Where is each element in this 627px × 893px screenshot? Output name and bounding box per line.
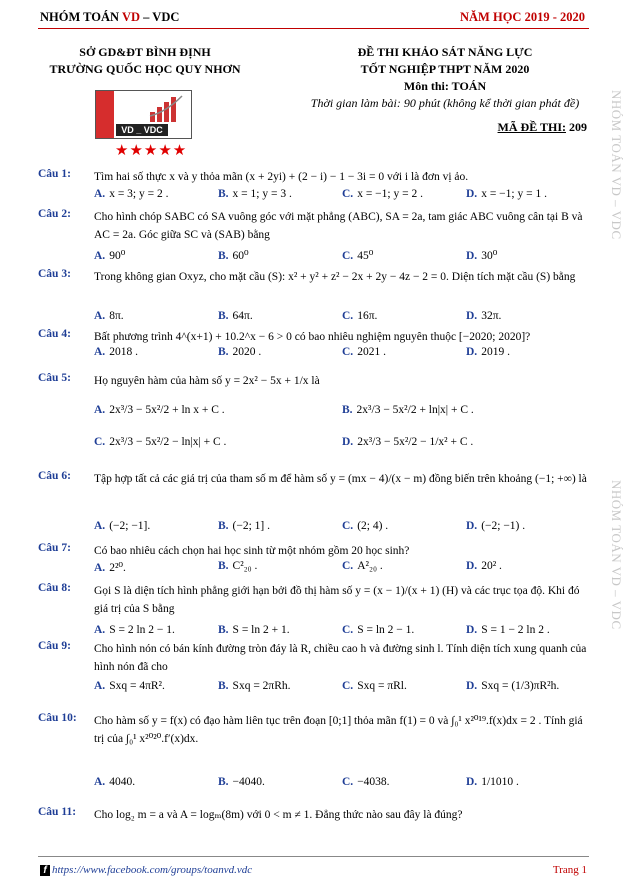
footer-divider: [38, 856, 589, 857]
option-key: B.: [218, 346, 229, 358]
question: [38, 582, 588, 644]
question-number: Câu 8:: [38, 582, 71, 594]
answer-option[interactable]: [94, 436, 226, 448]
option-value: S = ln 2 + 1.: [232, 624, 290, 636]
question-text: Cho log₂ m = a và A = logₘ(8m) với 0 < m ≠ 1. Đẳng thức nào sau đây là đúng?: [94, 809, 463, 821]
option-key: A.: [94, 624, 106, 636]
group-logo: [95, 90, 192, 139]
option-value: 60⁰: [232, 250, 249, 262]
option-value: Sxq = (1/3)πR²h.: [481, 680, 560, 692]
exam-block: [290, 44, 600, 112]
watermark: NHÓM TOÁN VD – VDC: [609, 90, 624, 240]
question-text: Cho hình nón có bán kính đường tròn đáy là R, chiều cao h và đường sinh l. Tính diện tích xung quanh của hình nón đã cho: [94, 643, 587, 673]
option-value: (2; 4) .: [357, 520, 389, 532]
option-value: (−2; −1].: [109, 520, 151, 532]
answer-option[interactable]: [218, 248, 249, 262]
watermark: NHÓM TOÁN VD – VDC: [609, 480, 624, 630]
option-value: Sxq = πRl.: [357, 680, 407, 692]
question-number: Câu 5:: [38, 372, 71, 384]
option-value: (−2; −1) .: [481, 520, 526, 532]
option-key: C.: [342, 624, 354, 636]
answer-option[interactable]: [94, 346, 138, 358]
answer-option[interactable]: [342, 310, 377, 322]
option-key: A.: [94, 562, 106, 574]
option-key: B.: [218, 520, 229, 532]
option-key: A.: [94, 680, 106, 692]
question: [38, 542, 588, 580]
question-text: Tập hợp tất cả các giá trị của tham số m để hàm số y = (mx − 4)/(x − m) đồng biến trên khoảng (−1; +∞) là: [94, 473, 587, 485]
answer-option[interactable]: [342, 436, 473, 448]
option-value: C²₂₀ .: [232, 560, 258, 572]
option-key: A.: [94, 520, 106, 532]
option-key: C.: [342, 310, 354, 322]
option-value: Sxq = 4πR².: [109, 680, 165, 692]
exam-code: MÃ ĐỀ THI: 209: [497, 120, 587, 134]
option-value: 2x³/3 − 5x²/2 + ln|x| + C .: [356, 404, 474, 416]
question-text: Bất phương trình 4^(x+1) + 10.2^x − 6 > 0 có bao nhiêu nghiệm nguyên thuộc [−2020; 2020]?: [94, 331, 531, 343]
option-key: A.: [94, 404, 106, 416]
question-number: Câu 3:: [38, 268, 71, 280]
option-value: −4040.: [232, 776, 265, 788]
option-key: D.: [466, 310, 478, 322]
question-number: Câu 1:: [38, 168, 71, 180]
answer-option[interactable]: [94, 776, 135, 788]
option-key: D.: [466, 188, 478, 200]
school-block: [40, 44, 250, 78]
option-value: x = −1; y = 2 .: [357, 188, 423, 200]
option-value: 2018 .: [109, 346, 138, 358]
option-value: 2x³/3 − 5x²/2 − ln|x| + C .: [109, 436, 227, 448]
option-key: C.: [342, 520, 354, 532]
option-value: 90⁰: [109, 250, 126, 262]
answer-option[interactable]: [94, 680, 165, 692]
option-key: B.: [218, 680, 229, 692]
option-value: x = −1; y = 1 .: [481, 188, 547, 200]
answer-option[interactable]: [342, 248, 373, 262]
answer-option[interactable]: [218, 188, 292, 200]
question: [38, 712, 588, 796]
option-value: 45⁰: [357, 250, 374, 262]
question-text: Cho hình chóp SABC có SA vuông góc với mặt phẳng (ABC), SA = 2a, tam giác ABC vuông cân tại B và AC = 2a. Góc giữa SC và (SAB) bằng: [94, 211, 583, 241]
answer-option[interactable]: [342, 346, 386, 358]
answer-option[interactable]: [218, 520, 270, 532]
option-key: D.: [466, 624, 478, 636]
answer-option[interactable]: [466, 520, 525, 532]
option-key: C.: [342, 250, 354, 262]
option-key: B.: [218, 250, 229, 262]
answer-option[interactable]: [466, 346, 510, 358]
question: [38, 372, 588, 448]
option-value: 2021 .: [357, 346, 386, 358]
chart-icon: [148, 94, 186, 122]
answer-option[interactable]: [94, 624, 175, 636]
option-key: A.: [94, 188, 106, 200]
option-value: x = 3; y = 2 .: [109, 188, 169, 200]
option-key: C.: [342, 680, 354, 692]
question-text: Cho hàm số y = f(x) có đạo hàm liên tục trên đoạn [0;1] thỏa mãn f(1) = 0 và ∫₀¹ x²⁰¹⁹.f(x)dx = 2 . Tính giá trị của ∫₀¹ x²⁰²⁰.f′(x)dx.: [94, 715, 583, 745]
answer-option[interactable]: [94, 404, 225, 416]
option-key: C.: [342, 188, 354, 200]
option-key: A.: [94, 346, 106, 358]
question-text: Tìm hai số thực x và y thỏa mãn (x + 2yi) + (2 − i) − 1 − 3i = 0 với i là đơn vị ảo.: [94, 171, 469, 183]
option-key: D.: [466, 346, 478, 358]
option-value: −4038.: [357, 776, 390, 788]
option-value: S = ln 2 − 1.: [357, 624, 415, 636]
option-value: S = 2 ln 2 − 1.: [109, 624, 175, 636]
question-number: Câu 10:: [38, 712, 77, 724]
option-key: B.: [218, 310, 229, 322]
exam-title: ĐỀ THI KHẢO SÁT NĂNG LỰC: [357, 45, 533, 59]
answer-option[interactable]: [466, 188, 547, 200]
question-number: Câu 2:: [38, 208, 71, 220]
question-number: Câu 7:: [38, 542, 71, 554]
exam-subtitle: TỐT NGHIỆP THPT NĂM 2020: [360, 62, 530, 76]
option-value: 30⁰: [481, 250, 498, 262]
option-value: Sxq = 2πRh.: [232, 680, 291, 692]
answer-option[interactable]: [94, 520, 150, 532]
option-value: 2x³/3 − 5x²/2 + ln x + C .: [109, 404, 225, 416]
question: [38, 806, 588, 826]
answer-option[interactable]: [218, 560, 257, 572]
answer-option[interactable]: [466, 776, 519, 788]
question-number: Câu 11:: [38, 806, 77, 818]
school-name: TRƯỜNG QUỐC HỌC QUY NHƠN: [49, 62, 241, 76]
logo-stars: ★★★★★: [115, 143, 188, 159]
answer-option[interactable]: [342, 560, 383, 572]
option-value: 8π.: [109, 310, 124, 322]
answer-option[interactable]: [466, 624, 550, 636]
option-value: 2²⁰.: [109, 562, 126, 574]
answer-option[interactable]: [342, 776, 390, 788]
question-text: Họ nguyên hàm của hàm số y = 2x² − 5x + 1/x là: [94, 375, 320, 387]
logo-math-strip: [96, 91, 114, 138]
logo-text: VD _ VDC: [116, 124, 168, 136]
answer-option[interactable]: [342, 624, 414, 636]
answer-option[interactable]: [466, 248, 497, 262]
answer-option[interactable]: [94, 248, 125, 262]
answer-option[interactable]: [466, 560, 502, 572]
option-key: D.: [466, 560, 478, 572]
header-divider: [38, 28, 589, 29]
option-value: x = 1; y = 3 .: [232, 188, 292, 200]
question-number: Câu 6:: [38, 470, 71, 482]
answer-option[interactable]: [342, 404, 474, 416]
answer-option[interactable]: [94, 310, 124, 322]
question-text: Có bao nhiêu cách chọn hai học sinh từ một nhóm gồm 20 học sinh?: [94, 545, 410, 557]
option-value: A²₂₀ .: [357, 560, 383, 572]
option-key: B.: [342, 404, 353, 416]
option-key: A.: [94, 250, 106, 262]
option-key: C.: [94, 436, 106, 448]
option-key: B.: [218, 560, 229, 572]
school-year: NĂM HỌC 2019 - 2020: [460, 10, 585, 24]
question: [38, 168, 588, 208]
option-key: B.: [218, 624, 229, 636]
question-number: Câu 9:: [38, 640, 71, 652]
option-value: 32π.: [481, 310, 502, 322]
option-key: D.: [466, 250, 478, 262]
option-key: A.: [94, 776, 106, 788]
option-value: (−2; 1] .: [232, 520, 271, 532]
option-value: 16π.: [357, 310, 378, 322]
answer-option[interactable]: [342, 520, 388, 532]
question: [38, 470, 588, 540]
option-key: C.: [342, 776, 354, 788]
answer-option[interactable]: [218, 346, 261, 358]
question-number: Câu 4:: [38, 328, 71, 340]
option-key: B.: [218, 188, 229, 200]
answer-option[interactable]: [218, 310, 253, 322]
option-value: 1/1010 .: [481, 776, 519, 788]
question: [38, 268, 588, 330]
option-key: C.: [342, 560, 354, 572]
answer-option[interactable]: [94, 188, 168, 200]
option-value: 2019 .: [481, 346, 510, 358]
option-value: 4040.: [109, 776, 136, 788]
option-key: D.: [466, 680, 478, 692]
page-number: Trang 1: [552, 864, 587, 876]
option-key: D.: [342, 436, 354, 448]
answer-option[interactable]: [342, 188, 423, 200]
option-key: C.: [342, 346, 354, 358]
group-name: NHÓM TOÁN VD – VDC: [40, 10, 180, 24]
exam-subject: Môn thi: TOÁN: [403, 79, 487, 93]
answer-option[interactable]: [218, 624, 290, 636]
option-value: S = 1 − 2 ln 2 .: [481, 624, 550, 636]
option-value: 64π.: [232, 310, 253, 322]
question-text: Gọi S là diện tích hình phẳng giới hạn bởi đồ thị hàm số y = (x − 1)/(x + 1) (H) và các trục tọa độ. Khi đó giá trị của S bằng: [94, 585, 580, 615]
option-value: 2020 .: [232, 346, 262, 358]
question: [38, 640, 588, 700]
option-value: 20² .: [481, 560, 502, 572]
facebook-link[interactable]: f https://www.facebook.com/groups/toanvd.vdc: [40, 864, 252, 876]
facebook-icon: f: [40, 865, 50, 876]
option-key: D.: [466, 776, 478, 788]
answer-option[interactable]: [342, 680, 407, 692]
question-text: Trong không gian Oxyz, cho mặt cầu (S): x² + y² + z² − 2x + 2y − 4z − 2 = 0. Diện tích mặt cầu (S) bằng: [94, 271, 576, 283]
option-key: D.: [466, 520, 478, 532]
option-key: B.: [218, 776, 229, 788]
answer-option[interactable]: [218, 776, 265, 788]
option-value: 2x³/3 − 5x²/2 − 1/x² + C .: [357, 436, 474, 448]
answer-option[interactable]: [466, 680, 559, 692]
answer-option[interactable]: [466, 310, 501, 322]
option-key: A.: [94, 310, 106, 322]
question: [38, 208, 588, 268]
answer-option[interactable]: [218, 680, 291, 692]
department-name: SỞ GD&ĐT BÌNH ĐỊNH: [79, 45, 211, 59]
answer-option[interactable]: [94, 560, 126, 574]
question: [38, 328, 588, 366]
exam-time: Thời gian làm bài: 90 phút (không kể thời gian phát đề): [310, 96, 580, 110]
